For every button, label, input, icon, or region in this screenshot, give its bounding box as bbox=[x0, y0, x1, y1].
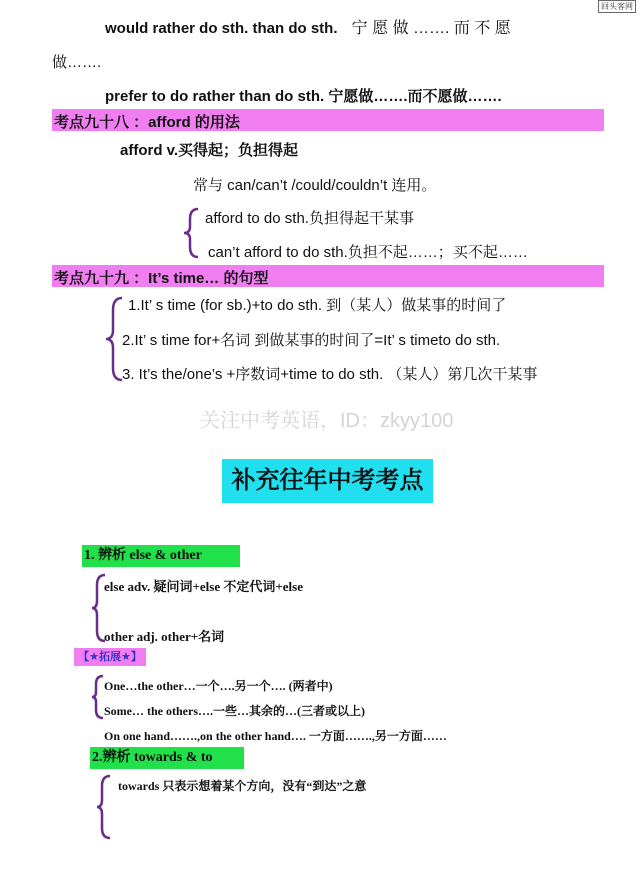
section-band-98 bbox=[52, 109, 604, 131]
band-99-title: 考点九十九 ：It’s time… 的句型 bbox=[54, 270, 269, 287]
afford-usage: 常与 can/can’t /could/couldn’t 连用。 bbox=[193, 177, 437, 194]
rather-than-cn: 宁 愿 做 ……. 而 不 愿 bbox=[351, 20, 511, 37]
watermark: 关注中考英语，ID：zkyy100 bbox=[200, 410, 454, 432]
section-1-title: 1. 辨析 else & other bbox=[82, 545, 240, 567]
band-98-title: 考点九十八 ：afford 的用法 bbox=[54, 114, 240, 131]
corner-logo: 回头客网 bbox=[598, 0, 636, 13]
rather-than-en: would rather do sth. than do sth. bbox=[105, 20, 338, 37]
afford-item-2: can’t afford to do sth.负担不起……；买不起…… bbox=[208, 244, 528, 261]
time-item-3: 3. It’s the/one’s +序数词+time to do sth. （某人）第几次干某事 bbox=[122, 366, 538, 383]
expand-line-3: On one hand…….,on the other hand…. 一方面…….,另一方面…… bbox=[104, 729, 447, 743]
brace-icon bbox=[95, 774, 113, 840]
afford-definition: afford v.买得起；负担得起 bbox=[120, 142, 299, 159]
section-band-99 bbox=[52, 265, 604, 287]
other-line: other adj. other+名词 bbox=[104, 629, 225, 644]
brace-icon bbox=[182, 207, 202, 259]
page-title: 补充往年中考考点 bbox=[222, 459, 433, 503]
time-item-1: 1.It’ s time (for sb.)+to do sth. 到（某人）做某事的时间了 bbox=[128, 297, 507, 314]
rather-than-line bbox=[105, 15, 511, 38]
section-2-title: 2.辨析 towards & to bbox=[90, 747, 244, 769]
expand-tag: 【★拓展★】 bbox=[74, 648, 146, 666]
rather-than-wrap: 做……. bbox=[52, 54, 102, 71]
afford-item-1: afford to do sth.负担得起干某事 bbox=[205, 210, 414, 227]
expand-line-1: One…the other…一个….另一个…. (两者中) bbox=[104, 679, 333, 693]
prefer-line: prefer to do rather than do sth. 宁愿做…….而不愿做……. bbox=[105, 88, 502, 105]
towards-line: towards 只表示想着某个方向，没有“到达”之意 bbox=[118, 779, 367, 793]
expand-line-2: Some… the others….一些…其余的…(三者或以上) bbox=[104, 704, 365, 718]
else-line: else adv. 疑问词+else 不定代词+else bbox=[104, 579, 303, 594]
time-item-2: 2.It’ s time for+名词 到做某事的时间了=It’ s timeto do sth. bbox=[122, 332, 501, 349]
